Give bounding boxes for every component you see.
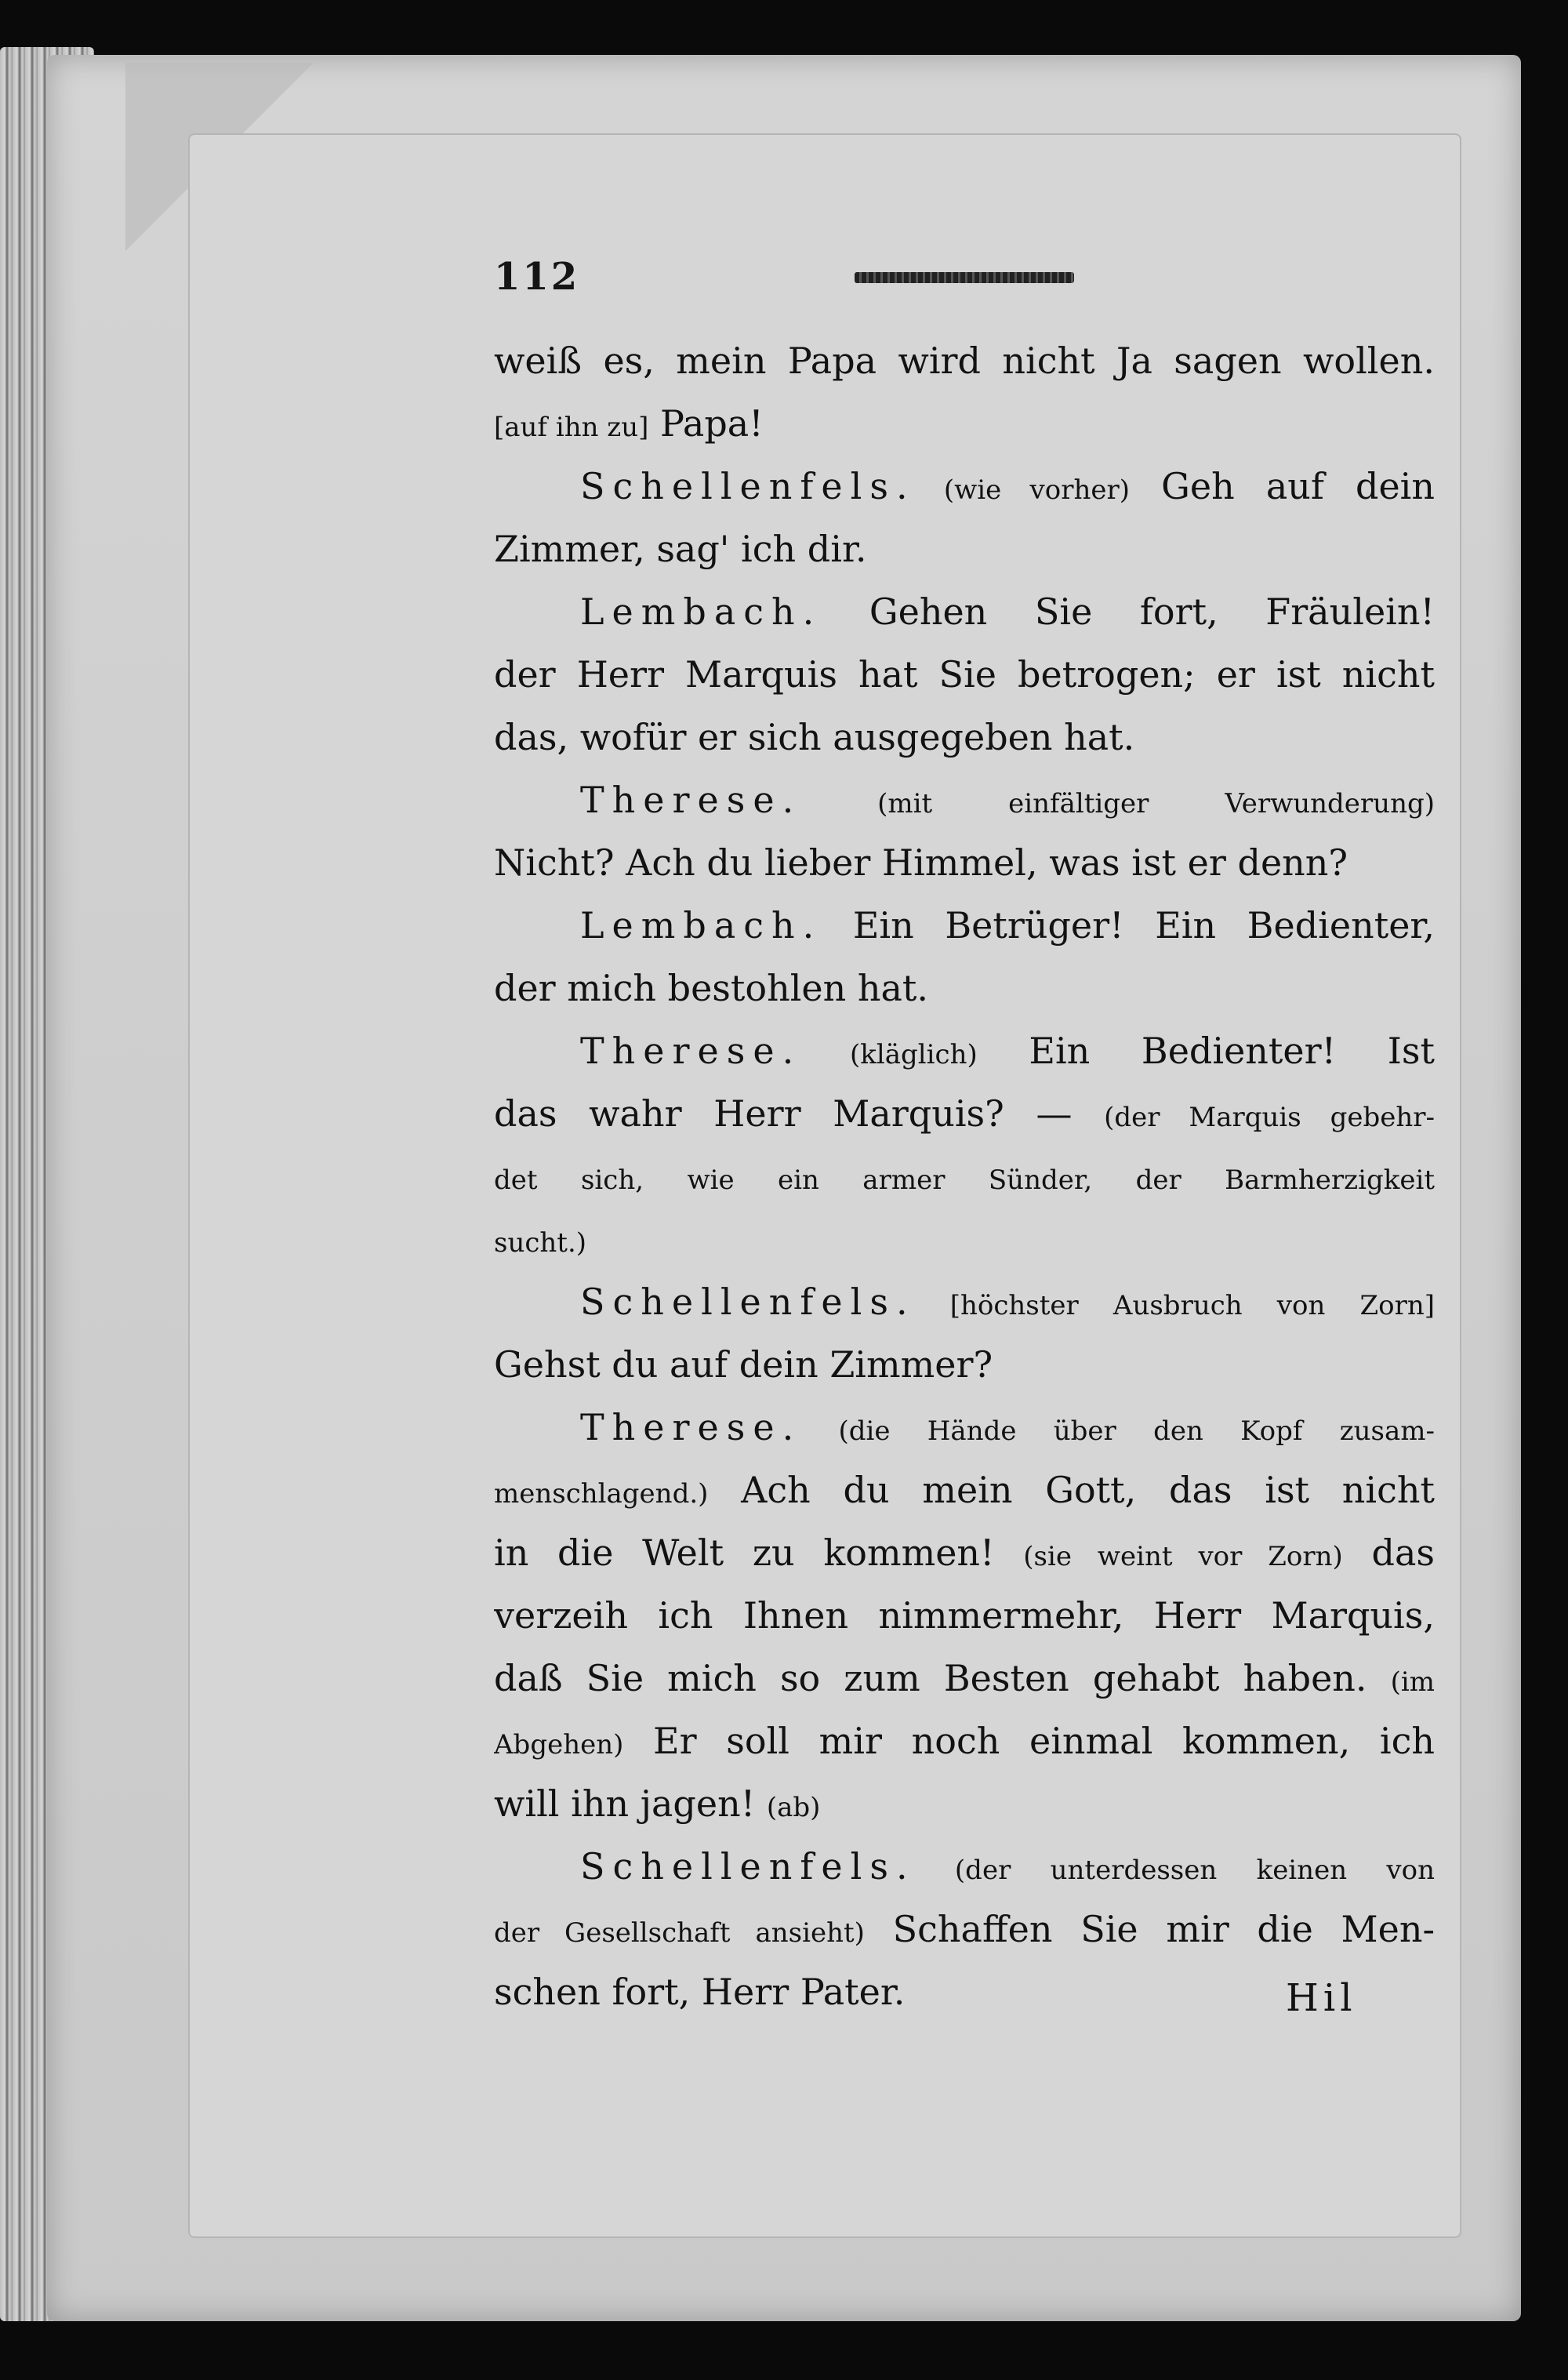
text-line [494, 1333, 1435, 1396]
text-line [494, 392, 1435, 455]
stage-direction: [auf ihn zu] [494, 412, 649, 443]
text-line [494, 706, 1435, 769]
dialogue-text: weiß es, mein Papa wird nicht Ja sagen wollen. [494, 340, 1435, 382]
stage-direction: der Gesellschaft ansieht) [494, 1917, 865, 1949]
speaker-name: Therese. [580, 779, 802, 821]
text-line [494, 1647, 1435, 1710]
dialogue-text: Geh auf dein [1130, 465, 1435, 507]
stage-direction: (wie vorher) [915, 474, 1131, 506]
dialogue-text: Ein Bedienter! Ist [977, 1030, 1435, 1072]
text-line [494, 894, 1435, 957]
stage-direction: menschlagend.) [494, 1478, 709, 1510]
text-line [494, 1459, 1435, 1521]
stage-direction: (der Marquis gebehr- [1104, 1102, 1435, 1133]
stage-direction: (der unterdessen keinen von [915, 1855, 1435, 1886]
stage-direction: det sich, wie ein armer Sünder, der Barmherzigkeit [494, 1165, 1435, 1196]
stage-direction: [höchster Ausbruch von Zorn] [915, 1290, 1435, 1321]
text-line [494, 329, 1435, 392]
dialogue-text: Ach du mein Gott, das ist nicht [708, 1469, 1435, 1511]
text-line [494, 1898, 1435, 1960]
dialogue-text: will ihn jagen! [494, 1782, 767, 1825]
dialogue-text: schen fort, Herr Pater. [494, 1971, 906, 2013]
text-line [494, 1270, 1435, 1333]
dialogue-text: Gehst du auf dein Zimmer? [494, 1343, 993, 1386]
speaker-name: Lembach. [580, 904, 822, 947]
catchword: Hil [1286, 1976, 1357, 2020]
dialogue-text: das wahr Herr Marquis? — [494, 1092, 1105, 1135]
text-line [494, 831, 1435, 894]
dialogue-text: der mich bestohlen hat. [494, 967, 929, 1009]
text-line [494, 957, 1435, 1019]
dialogue-text: verzeih ich Ihnen nimmermehr, Herr Marquis, [494, 1594, 1435, 1637]
stage-direction: (kläglich) [801, 1039, 978, 1070]
stage-direction: (ab) [766, 1792, 821, 1823]
speaker-name: Lembach. [580, 590, 822, 633]
dialogue-text: Zimmer, sag' ich dir. [494, 528, 867, 570]
dialogue-text: das, wofür er sich ausgegeben hat. [494, 716, 1135, 758]
dialogue-text: das [1342, 1532, 1435, 1574]
dialogue-text: Papa! [648, 402, 764, 445]
dialogue-text: Schaffen Sie mir die Men- [864, 1908, 1435, 1950]
text-line [494, 580, 1435, 643]
stage-direction: sucht.) [494, 1227, 587, 1259]
text-line [494, 1208, 1435, 1270]
speaker-name: Schellenfels. [580, 465, 916, 507]
page-number: 112 [494, 255, 580, 299]
dialogue-text: Gehen Sie fort, Fräulein! [822, 590, 1435, 633]
text-line [494, 1521, 1435, 1584]
text-line [494, 1019, 1435, 1082]
speaker-name: Schellenfels. [580, 1845, 916, 1888]
speaker-name: Schellenfels. [580, 1281, 916, 1323]
text-line [494, 1145, 1435, 1208]
speaker-name: Therese. [580, 1030, 802, 1072]
text-line [494, 1396, 1435, 1459]
text-line [494, 643, 1435, 706]
dialogue-text: Ein Betrüger! Ein Bedienter, [822, 904, 1435, 947]
page-header [494, 255, 1074, 299]
text-line [494, 1082, 1435, 1145]
dialogue-text: Nicht? Ach du lieber Himmel, was ist er denn? [494, 841, 1348, 884]
stage-direction: (mit einfältiger Verwunderung) [801, 788, 1435, 819]
stage-direction: Abgehen) [494, 1729, 624, 1760]
text-line [494, 1835, 1435, 1898]
stage-direction: (sie weint vor Zorn) [1023, 1541, 1343, 1572]
text-line [494, 769, 1435, 831]
text-line [494, 1584, 1435, 1647]
stage-direction: (die Hände über den Kopf zusam- [801, 1415, 1435, 1447]
text-line [494, 1710, 1435, 1772]
dialogue-text: daß Sie mich so zum Besten gehabt haben. [494, 1657, 1391, 1699]
speaker-name: Therese. [580, 1406, 802, 1448]
ornament-rule [855, 272, 1074, 283]
body-text [494, 329, 1435, 2023]
dialogue-text: Er soll mir noch einmal kommen, ich [623, 1720, 1435, 1762]
dialogue-text: in die Welt zu kommen! [494, 1532, 1024, 1574]
text-line [494, 455, 1435, 518]
text-line [494, 518, 1435, 580]
dialogue-text: der Herr Marquis hat Sie betrogen; er ist nicht [494, 653, 1435, 696]
stage-direction: (im [1390, 1666, 1435, 1698]
text-line [494, 1772, 1435, 1835]
